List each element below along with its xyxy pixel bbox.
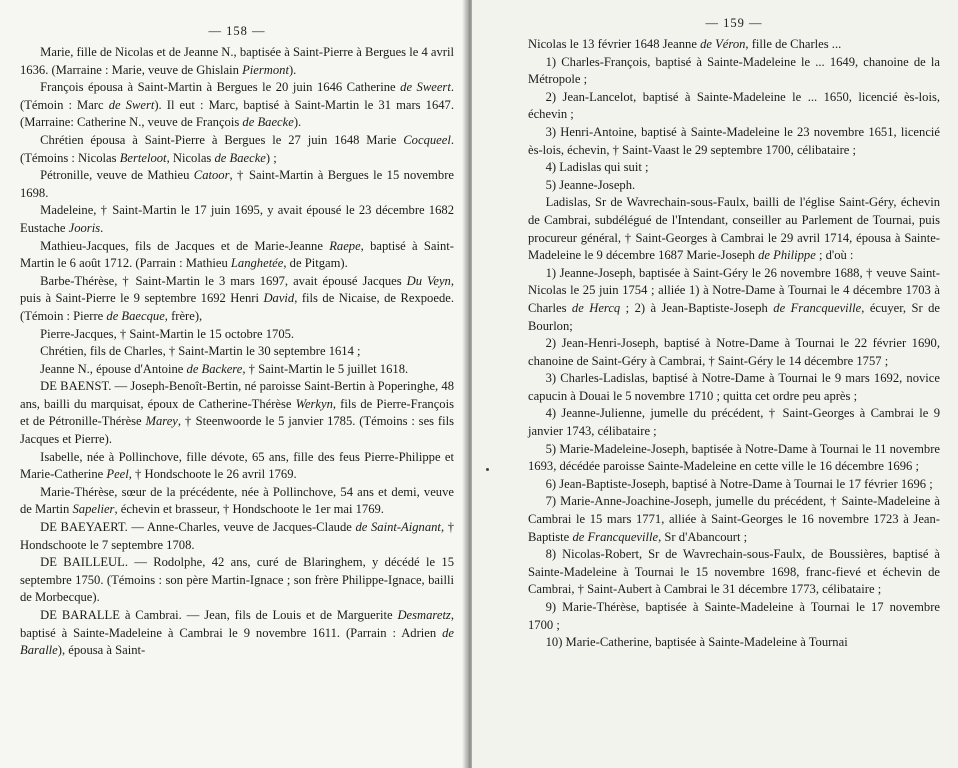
text-run: François épousa à Saint-Martin à Bergues le 20 juin 1646 Catherine — [40, 80, 401, 95]
paragraph — [528, 194, 940, 264]
text-run: 4) Jeanne-Julienne, jumelle du précédent, † Saint-Georges à Cambrai le 9 janvier 1743, célibataire ; — [528, 406, 940, 439]
paragraph — [528, 265, 940, 335]
text-run: Pétronille, veuve de Mathieu — [40, 168, 194, 183]
text-run: Chrétien épousa à Saint-Pierre à Bergues le 27 juin 1648 Marie — [40, 132, 404, 147]
paragraph — [20, 202, 454, 237]
italic-name: Marey — [145, 414, 178, 429]
paragraph — [20, 449, 454, 484]
italic-name: Cocqueel — [403, 132, 451, 147]
text-run: , fille de Charles ... — [745, 37, 842, 51]
text-run: 1) Charles-François, baptisé à Sainte-Madeleine le ... 1649, chanoine de la Métropole ; — [528, 54, 940, 87]
text-run: , frère), — [164, 308, 203, 323]
italic-name: Piermont — [242, 62, 289, 77]
text-run: , puis à Saint-Pierre le 9 septembre 1692 Henri — [20, 273, 454, 306]
ink-speck — [486, 468, 489, 471]
text-run: 4) Ladislas qui suit ; — [545, 160, 649, 175]
text-run: Madeleine, † Saint-Martin le 17 juin 1695, y avait épousé le 23 décembre 1682 Eustache — [20, 203, 454, 235]
text-run: , † Hondschoote le 26 avril 1769. — [128, 467, 297, 482]
text-run: 1) Jeanne-Joseph, baptisée à Saint-Géry le 26 novembre 1688, † veuve Saint-Nicolas le 25 juin 1754 ; alliée 1) à Notre-Dame à Tournai le 4 décembre 1703 à Charles — [528, 265, 940, 315]
text-run: 7) Marie-Anne-Joachine-Joseph, jumelle du précédent, † Sainte-Madeleine à Cambrai le 15 mars 1771, alliée à Saint-Georges le 16 novembre 1723 à Jean-Baptiste — [528, 494, 940, 544]
left-page — [0, 0, 466, 768]
italic-name: David — [263, 291, 295, 306]
paragraph — [20, 607, 454, 660]
text-run: Marie, fille de Nicolas et de Jeanne N., baptisée à Saint-Pierre à Bergues le 4 avril 1636. (Marraine : Marie, veuve de Ghislain — [20, 45, 454, 77]
paragraph — [528, 634, 940, 652]
paragraph — [528, 370, 940, 405]
paragraph — [20, 361, 454, 379]
italic-name: Langhetée — [230, 256, 284, 271]
italic-name: Peel — [106, 467, 129, 482]
paragraph — [528, 177, 940, 195]
italic-name: Raepe — [329, 238, 361, 253]
text-run: . (Témoins : Nicolas — [20, 132, 454, 165]
paragraph — [20, 554, 454, 607]
text-run: , Nicolas — [166, 150, 215, 165]
text-run: Ladislas, Sr de Wavrechain-sous-Faulx, bailli de l'église Saint-Géry, échevin de Cambrai, subdélégué de l'Intendant, conseiller au Parlement de Tournai, puis procureur général, † Saint-Georges à Cambrai le 29 avril 1714, épousa à Sainte-Madeleine le 9 décembre 1687 Marie-Joseph — [528, 195, 940, 263]
text-run: ). — [293, 115, 302, 130]
text-run: . — [100, 220, 104, 235]
text-run: Marie-Thérèse, sœur de la précédente, née à Pollinchove, 54 ans et demi, veuve de Martin — [20, 484, 454, 517]
text-run: Nicolas le 13 février 1648 Jeanne — [528, 37, 701, 51]
italic-name: Berteloot — [119, 150, 167, 165]
text-run: Isabelle, née à Pollinchove, fille dévote, 65 ans, fille des feus Pierre-Philippe et Marie-Catherine — [20, 449, 454, 482]
paragraph — [528, 54, 940, 89]
text-run: , de Pitgam). — [283, 256, 348, 271]
italic-name: Du Veyn — [406, 273, 451, 288]
text-run: 3) Charles-Ladislas, baptisé à Notre-Dame à Tournai le 9 mars 1692, novice capucin à Douai le 5 novembre 1710 ; quitta cet ordre peu après ; — [528, 371, 940, 403]
italic-name: Catoor — [193, 168, 230, 183]
paragraph — [528, 546, 940, 599]
text-run: 5) Marie-Madeleine-Joseph, baptisée à Notre-Dame à Tournai le 11 novembre 1693, décédée paroisse Sainte-Madeleine en cette ville le 16 décembre 1696 ; — [528, 441, 940, 474]
italic-name: de Swert — [108, 97, 155, 112]
italic-name: de Francqueville — [773, 300, 862, 315]
italic-name: de Philippe — [758, 248, 816, 263]
paragraph — [528, 89, 940, 124]
paragraph — [20, 44, 454, 79]
text-run: DE BARALLE à Cambrai. — Jean, fils de Louis et de Marguerite — [40, 608, 398, 622]
text-run: ). — [288, 62, 297, 77]
text-run: , † Saint-Martin le 5 juillet 1618. — [242, 361, 409, 376]
italic-name: Desmaretz — [397, 608, 451, 622]
paragraph — [528, 159, 940, 177]
text-run: Pierre-Jacques, † Saint-Martin le 15 octobre 1705. — [40, 326, 295, 341]
page-number-left: — 158 — — [208, 24, 266, 38]
paragraph — [20, 132, 454, 167]
italic-name: de Francqueville — [572, 529, 659, 544]
text-run: 10) Marie-Catherine, baptisée à Sainte-Madeleine à Tournai — [545, 635, 848, 650]
paragraph — [528, 476, 940, 494]
paragraph — [20, 273, 454, 326]
paragraph — [20, 326, 454, 344]
italic-name: de Sweert — [400, 80, 451, 95]
italic-name: de Véron — [700, 37, 746, 51]
paragraph — [528, 36, 940, 54]
text-run: ). Il eut : Marc, baptisé à Saint-Martin le 31 mars 1647. (Marraine: Catherine N., veuve de François — [20, 97, 454, 130]
paragraph — [528, 405, 940, 440]
page-number-right: — 159 — — [705, 16, 763, 30]
paragraph — [528, 335, 940, 370]
paragraph — [20, 79, 454, 132]
paragraph — [20, 378, 454, 448]
text-run: Barbe-Thérèse, † Saint-Martin le 3 mars 1697, avait épousé Jacques — [40, 273, 407, 288]
left-page-text — [20, 44, 454, 660]
italic-name: Sapelier — [72, 502, 115, 517]
text-run: 6) Jean-Baptiste-Joseph, baptisé à Notre-Dame à Tournai le 17 février 1696 ; — [545, 476, 933, 491]
italic-name: de Backere — [186, 361, 243, 376]
text-run: , baptisé à Saint-Martin le 6 août 1712. (Parrain : Mathieu — [20, 238, 454, 271]
text-run: ) ; — [265, 150, 277, 165]
text-run: ), épousa à Saint- — [57, 643, 146, 658]
text-run: ; 2) à Jean-Baptiste-Joseph — [620, 300, 774, 315]
text-run: , baptisé à Sainte-Madeleine à Cambrai le 9 novembre 1611. (Parrain : Adrien — [20, 608, 454, 640]
text-run: DE BAENST. — Joseph-Benoît-Bertin, né paroisse Saint-Bertin à Poperinghe, 48 ans, bailli du marquisat, époux de Catherine-Thérèse — [20, 379, 454, 411]
paragraph — [528, 493, 940, 546]
text-run: ; d'où : — [815, 248, 854, 263]
paragraph — [20, 519, 454, 554]
text-run: DE BAEYAERT. — Anne-Charles, veuve de Jacques-Claude — [40, 520, 356, 535]
paragraph — [20, 167, 454, 202]
italic-name: Werkyn — [295, 396, 333, 411]
text-run: Chrétien, fils de Charles, † Saint-Martin le 30 septembre 1614 ; — [40, 344, 361, 359]
right-page — [472, 0, 958, 768]
text-run: , écuyer, Sr de Bourlon; — [528, 300, 940, 333]
text-run: 3) Henri-Antoine, baptisé à Sainte-Madeleine le 23 novembre 1651, licencié ès-lois, échevin, † Saint-Vaast le 29 septembre 1700, célibataire ; — [528, 124, 940, 157]
text-run: , fils de Pierre-François et de Pétronille-Thérèse — [20, 396, 454, 429]
italic-name: Jooris — [68, 220, 101, 235]
italic-name: de Baecke — [242, 115, 294, 130]
text-run: 2) Jean-Henri-Joseph, baptisé à Notre-Dame à Tournai le 22 février 1690, chanoine de Saint-Géry à Cambrai, † Saint-Géry le 14 décembre 1757 ; — [528, 336, 940, 368]
italic-name: de Hercq — [571, 300, 621, 315]
text-run: , † Steenwoorde le 5 janvier 1785. (Témoins : ses fils Jacques et Pierre). — [20, 414, 454, 447]
text-run: 8) Nicolas-Robert, Sr de Wavrechain-sous-Faulx, de Boussières, baptisé à Sainte-Madeleine à Tournai le 15 novembre 1698, franc-fievé et échevin de Cambrai, † Saint-Aubert à Cambrai le 31 décembre 1773, célibataire ; — [528, 547, 940, 597]
text-run: . (Témoin : Marc — [20, 80, 454, 112]
text-run: Mathieu-Jacques, fils de Jacques et de Marie-Jeanne — [40, 238, 330, 253]
text-run: , † Saint-Martin à Bergues le 15 novembre 1698. — [20, 168, 455, 200]
italic-name: de Saint-Aignant — [355, 520, 441, 535]
text-run: DE BAILLEUL. — Rodolphe, 42 ans, curé de Blaringhem, y décédé le 15 septembre 1750. (Témoins : son père Martin-Ignace ; son frère Philippe-Ignace, bailli de Morbecque). — [20, 555, 454, 605]
text-run: 9) Marie-Thérèse, baptisée à Sainte-Madeleine à Tournai le 17 novembre 1700 ; — [528, 600, 940, 632]
paragraph — [528, 441, 940, 476]
italic-name: de Baralle — [20, 625, 454, 658]
paragraph — [20, 343, 454, 361]
text-run: 5) Jeanne-Joseph. — [545, 177, 636, 192]
text-run: , fils de Nicaise, de Rexpoede. (Témoin : Pierre — [20, 291, 454, 323]
text-run: , Sr d'Abancourt ; — [658, 529, 748, 544]
italic-name: de Baecke — [214, 150, 266, 165]
paragraph — [20, 484, 454, 519]
text-run: 2) Jean-Lancelot, baptisé à Sainte-Madeleine le ... 1650, licencié ès-lois, échevin ; — [528, 89, 940, 122]
text-run: Jeanne N., épouse d'Antoine — [40, 361, 187, 376]
text-run: , échevin et brasseur, † Hondschoote le 1er mai 1769. — [114, 502, 384, 517]
paragraph — [20, 238, 454, 273]
text-run: , † Hondschoote le 7 septembre 1708. — [20, 520, 454, 552]
paragraph — [528, 124, 940, 159]
right-page-text — [528, 36, 940, 652]
italic-name: de Baecque — [106, 308, 165, 323]
paragraph — [528, 599, 940, 634]
